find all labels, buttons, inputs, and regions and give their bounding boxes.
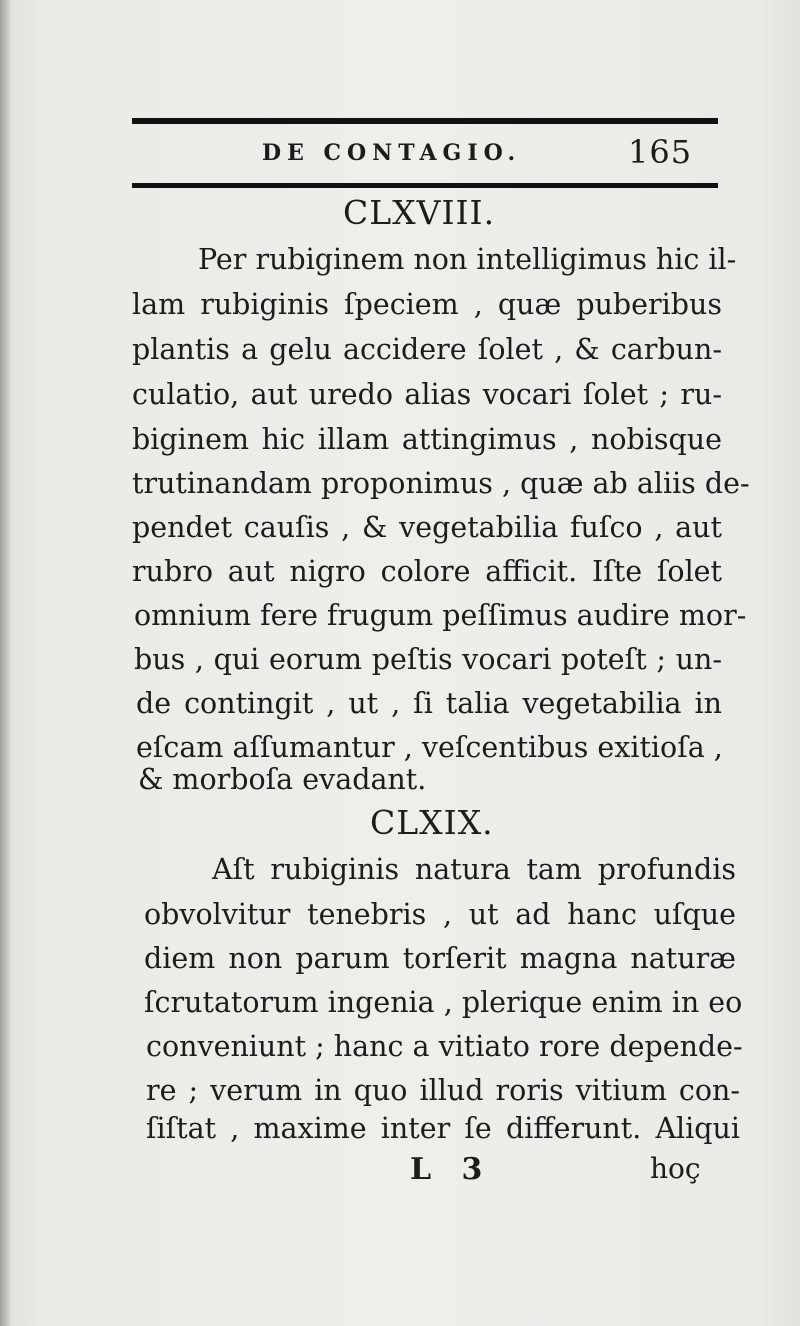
header-rule-top xyxy=(132,118,718,124)
section-heading: CLXVIII. xyxy=(343,193,496,232)
text-line: pendet cauſis , & vegetabilia fuſco , aut xyxy=(132,511,722,544)
text-line: conveniunt ; hanc a vitiato rore depende- xyxy=(146,1030,743,1063)
text-line: ſiſtat , maxime inter ſe differunt. Aliqui xyxy=(146,1112,740,1145)
text-line: Per rubiginem non intelligimus hic il- xyxy=(198,243,737,276)
catchword: hoç xyxy=(650,1152,701,1185)
text-line: diem non parum torſerit magna naturæ xyxy=(144,942,736,975)
text-line: rubro aut nigro colore afficit. Iſte ſolet xyxy=(132,555,722,588)
text-line: biginem hic illam attingimus , nobisque xyxy=(132,423,722,456)
header-rule-bottom xyxy=(132,183,718,188)
text-line: lam rubiginis ſpeciem , quæ puberibus xyxy=(132,288,722,321)
text-line: Aſt rubiginis natura tam profundis xyxy=(212,853,736,886)
text-line: plantis a gelu accidere ſolet , & carbun- xyxy=(132,333,722,366)
text-line: obvolvitur tenebris , ut ad hanc uſque xyxy=(144,898,736,931)
text-line: omnium fere frugum peſſimus audire mor- xyxy=(134,599,747,632)
running-head: DE CONTAGIO. xyxy=(262,140,522,166)
text-line: re ; verum in quo illud roris vitium con- xyxy=(146,1074,740,1107)
text-line: ſcrutatorum ingenia , plerique enim in eo xyxy=(144,986,743,1019)
text-line: eſcam aſſumantur , veſcentibus exitioſa , xyxy=(136,731,723,764)
signature-mark: L 3 xyxy=(410,1152,493,1187)
binding-edge xyxy=(0,0,10,1326)
text-line: & morboſa evadant. xyxy=(138,763,427,796)
text-line: de contingit , ut , ſi talia vegetabilia in xyxy=(136,687,722,720)
section-heading: CLXIX. xyxy=(370,803,494,842)
text-line: trutinandam proponimus , quæ ab aliis de- xyxy=(132,467,750,500)
page-number: 165 xyxy=(628,133,693,171)
text-line: bus , qui eorum peſtis vocari poteſt ; un- xyxy=(134,643,722,676)
text-line: culatio, aut uredo alias vocari ſolet ; ru- xyxy=(132,378,722,411)
